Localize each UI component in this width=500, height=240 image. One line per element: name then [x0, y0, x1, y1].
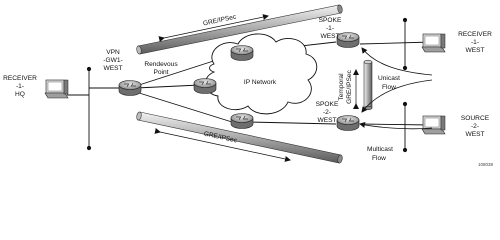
spoke2-line2: -2-: [322, 109, 332, 116]
receiver-hq-line3: HQ: [15, 91, 25, 98]
router-vpn-gw1-west: [119, 81, 141, 96]
pc-receiver-1-hq: [45, 80, 68, 98]
unicast-label-2: Flow: [382, 84, 396, 91]
router-cloud-bottom: [231, 114, 253, 129]
label-source-2-west: [461, 115, 490, 138]
pc-source-2-west: [422, 116, 445, 134]
source-west-line2: -2-: [470, 123, 480, 130]
multicast-label-1: Multicast: [367, 146, 394, 153]
pc-receiver-1-west: [422, 34, 445, 52]
spoke1-line2: -1-: [325, 25, 335, 32]
source-west-line3: WEST: [465, 131, 485, 138]
unicast-flow: [362, 48, 432, 112]
receiver-west-line1: RECEIVER: [458, 31, 492, 38]
cloud-label: IP Network: [243, 79, 277, 86]
router-spoke-2-west: [337, 116, 359, 131]
source-west-line1: SOURCE: [460, 115, 490, 122]
tunnel-bottom-label: GRE/IPSec: [203, 130, 238, 145]
spoke2-line3: WEST: [317, 117, 337, 124]
router-rendezvous-point: [194, 79, 216, 94]
vpn-gw-line2: -GW1-: [103, 57, 123, 64]
temporal-label-2: GRE/IPSec: [346, 70, 353, 104]
label-spoke-1-west: [319, 17, 342, 40]
figure-id: 108038: [478, 162, 494, 167]
spoke1-line3: WEST: [320, 33, 340, 40]
label-receiver-1-hq: [3, 75, 37, 98]
receiver-hq-line1: RECEIVER: [3, 75, 37, 82]
tunnel-temporal: [338, 60, 372, 110]
ip-network-cloud: [205, 34, 316, 114]
receiver-hq-line2: -1-: [15, 83, 25, 90]
receiver-west-line3: WEST: [465, 47, 485, 54]
spoke1-line1: SPOKE: [318, 17, 342, 24]
vpn-gw-line3: WEST: [103, 65, 123, 72]
receiver-west-line2: -1-: [470, 39, 480, 46]
multicast-flow: [360, 124, 432, 162]
rendezvous-line2: Point: [153, 69, 169, 76]
label-receiver-1-west: [458, 31, 492, 54]
label-spoke-2-west: [316, 101, 339, 124]
vpn-gw-line1: VPN: [106, 49, 120, 56]
router-spoke-1-west: [337, 33, 359, 48]
label-vpn-gw1-west: [103, 49, 122, 72]
temporal-label-1: Temporal: [338, 73, 345, 101]
unicast-label-1: Unicast: [378, 75, 400, 82]
router-cloud-top: [231, 46, 253, 61]
spoke2-line1: SPOKE: [315, 101, 339, 108]
multicast-label-2: Flow: [372, 155, 386, 162]
tunnel-top-label: GRE/IPSec: [202, 13, 237, 28]
rendezvous-line1: Rendevous: [144, 61, 178, 68]
